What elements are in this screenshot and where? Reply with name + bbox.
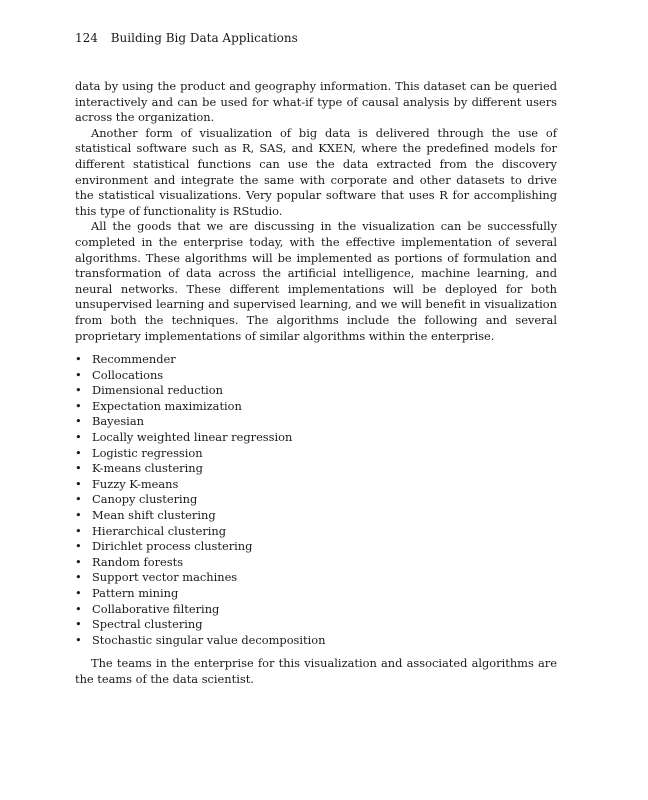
algorithm-list-item	[75, 555, 557, 571]
algorithm-name: Pattern mining	[92, 586, 179, 600]
algorithm-name: Spectral clustering	[92, 617, 203, 632]
algorithm-list-item	[75, 399, 557, 415]
bullet-icon: •	[75, 430, 82, 445]
algorithm-list-item	[75, 633, 557, 649]
algorithm-list-item	[75, 383, 557, 399]
bullet-icon: •	[75, 414, 82, 429]
algorithm-list-item	[75, 586, 557, 602]
algorithm-list-item	[75, 477, 557, 493]
running-header	[75, 30, 557, 46]
algorithm-list-item	[75, 461, 557, 477]
bullet-icon: •	[75, 586, 82, 600]
book-title: Building Big Data Applications	[110, 31, 298, 45]
algorithm-name: Support vector machines	[92, 570, 238, 585]
algorithm-list-item	[75, 446, 557, 462]
algorithm-name: K-means clustering	[92, 461, 203, 476]
bullet-icon: •	[75, 383, 82, 398]
page-number: 124	[75, 31, 98, 45]
algorithm-name: Random forests	[92, 554, 184, 569]
algorithm-list-item	[75, 352, 557, 368]
bullet-icon: •	[75, 617, 82, 632]
algorithm-list	[75, 352, 557, 648]
algorithm-name: Collaborative filtering	[92, 601, 220, 616]
bullet-icon: •	[75, 492, 82, 507]
bullet-icon: •	[75, 367, 82, 382]
bullet-icon: •	[75, 632, 82, 647]
book-page	[75, 30, 557, 688]
algorithm-name: Stochastic singular value decomposition	[92, 632, 326, 647]
algorithm-list-item	[75, 570, 557, 586]
algorithm-name: Bayesian	[92, 414, 144, 429]
algorithm-name: Locally weighted linear regression	[92, 430, 293, 445]
algorithm-name: Hierarchical clustering	[92, 523, 227, 538]
bullet-icon: •	[75, 570, 82, 585]
algorithm-list-item	[75, 539, 557, 555]
algorithm-list-item	[75, 492, 557, 508]
algorithm-name: Mean shift clustering	[92, 508, 216, 523]
bullet-icon: •	[75, 508, 82, 523]
algorithm-list-item	[75, 414, 557, 430]
bullet-icon: •	[75, 352, 82, 367]
paragraph-statistical-software: Another form of visualization of big data is delivered through the use of statistical software such as R, SAS, and KXEN, where the predefined models for different statistical functions can use the data extracted from the discovery environment and integrate the same with corporate and other datasets to drive the statistical visualizations. Very popular software that uses R for accomplishing this type of functionality is RStudio.	[75, 125, 557, 218]
paragraph-algorithms: All the goods that we are discussing in the visualization can be successfully completed in the enterprise today, with the effective implementation of several algorithms. These algorithms will be implemented as portions of formulation and transformation of data across the artificial intelligence, machine learning, and neural networks. These different implementations will be deployed for both unsupervised learning and supervised learning, and we will benefit in visualization from both the techniques. The algorithms include the following and several proprietary implementations of similar algorithms within the enterprise.	[75, 219, 557, 343]
bullet-icon: •	[75, 601, 82, 616]
paragraph-teams: The teams in the enterprise for this visualization and associated algorithms are the teams of the data scientist.	[75, 656, 557, 686]
algorithm-name: Collocations	[92, 367, 164, 382]
bullet-icon: •	[75, 476, 82, 491]
algorithm-list-item	[75, 524, 557, 540]
paragraph-intro: data by using the product and geography information. This dataset can be queried interactively and can be used for what-if type of causal analysis by different users across the organization.	[75, 79, 557, 125]
algorithm-name: Expectation maximization	[92, 398, 242, 413]
algorithm-list-item	[75, 617, 557, 633]
bullet-icon: •	[75, 539, 82, 554]
bullet-icon: •	[75, 461, 82, 476]
algorithm-list-item	[75, 602, 557, 618]
algorithm-name: Recommender	[92, 352, 176, 367]
algorithm-name: Dirichlet process clustering	[92, 539, 253, 554]
algorithm-list-item	[75, 430, 557, 446]
bullet-icon: •	[75, 445, 82, 460]
bullet-icon: •	[75, 398, 82, 413]
algorithm-list-item	[75, 508, 557, 524]
bullet-icon: •	[75, 554, 82, 569]
algorithm-name: Dimensional reduction	[92, 383, 223, 398]
bullet-icon: •	[75, 523, 82, 538]
algorithm-list-item	[75, 368, 557, 384]
algorithm-name: Canopy clustering	[92, 492, 198, 507]
algorithm-name: Logistic regression	[92, 445, 203, 460]
algorithm-name: Fuzzy K-means	[92, 476, 179, 491]
